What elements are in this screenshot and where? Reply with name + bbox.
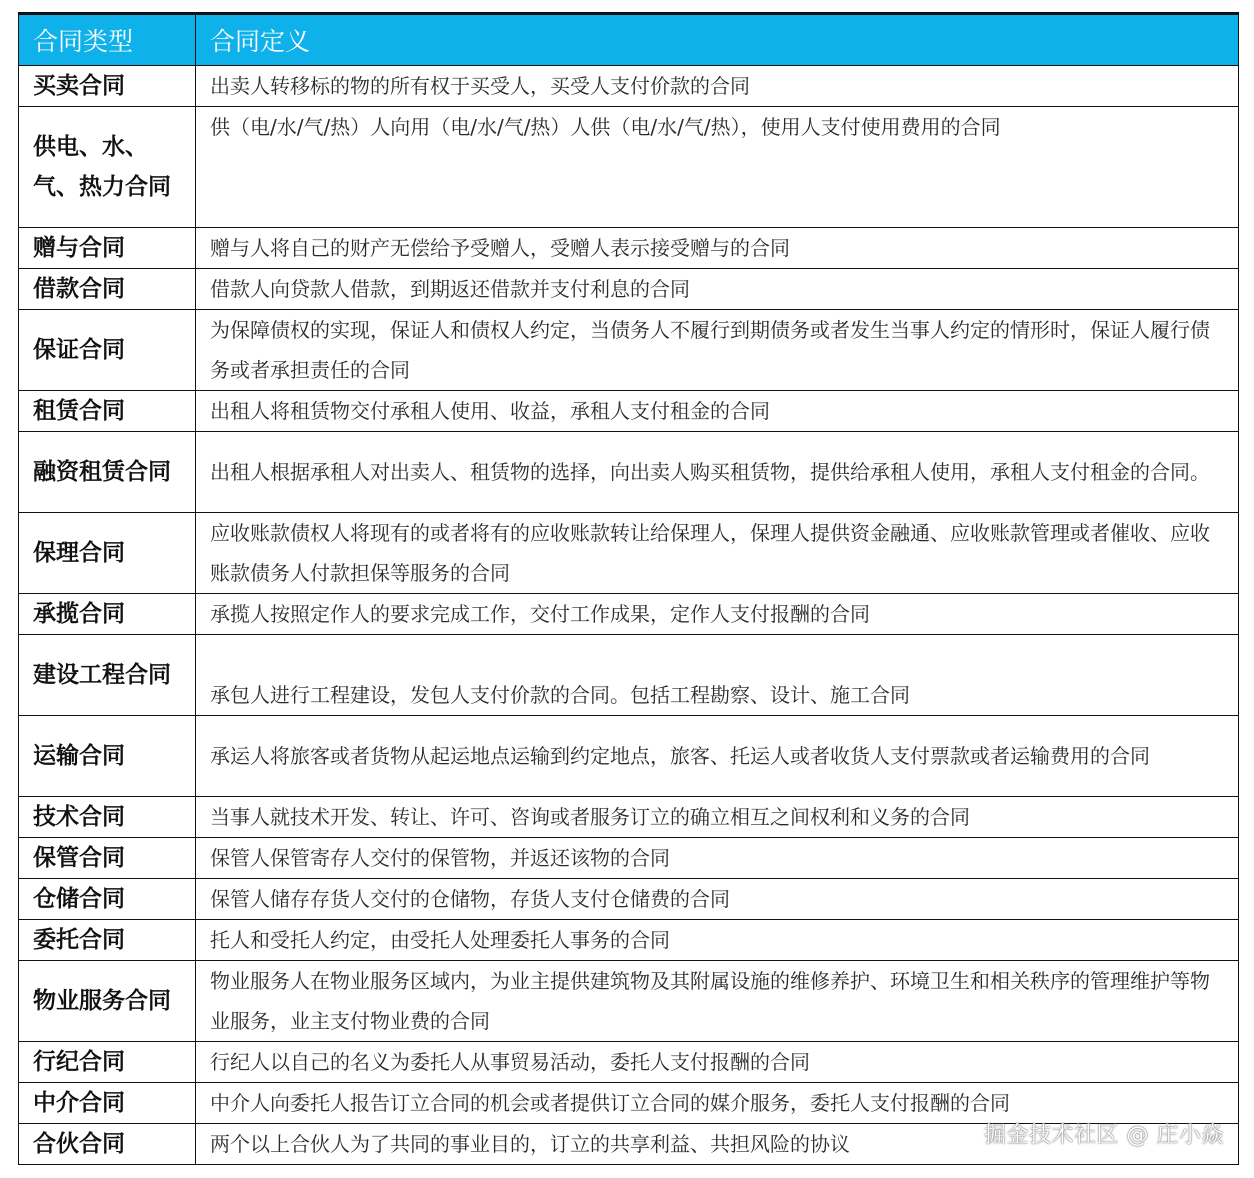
table-row bbox=[19, 961, 1239, 1042]
contract-definition-cell: 承运人将旅客或者货物从起运地点运输到约定地点，旅客、托运人或者收货人支付票款或者运输费用的合同 bbox=[196, 716, 1239, 797]
table-header-row bbox=[19, 14, 1239, 66]
table-row bbox=[19, 797, 1239, 838]
contract-definition-cell: 物业服务人在物业服务区域内，为业主提供建筑物及其附属设施的维修养护、环境卫生和相关秩序的管理维护等物业服务，业主支付物业费的合同 bbox=[196, 961, 1239, 1042]
contract-definition-cell: 行纪人以自己的名义为委托人从事贸易活动，委托人支付报酬的合同 bbox=[196, 1042, 1239, 1083]
contract-type-cell: 赠与合同 bbox=[19, 228, 196, 269]
table-row bbox=[19, 269, 1239, 310]
table-row bbox=[19, 879, 1239, 920]
contract-type-cell: 供电、水、气、热力合同 bbox=[19, 107, 196, 228]
contract-definition-cell: 赠与人将自己的财产无偿给予受赠人，受赠人表示接受赠与的合同 bbox=[196, 228, 1239, 269]
contract-definition-cell: 两个以上合伙人为了共同的事业目的，订立的共享利益、共担风险的协议 bbox=[196, 1124, 1239, 1165]
contract-definition-cell: 保管人保管寄存人交付的保管物，并返还该物的合同 bbox=[196, 838, 1239, 879]
table-row bbox=[19, 838, 1239, 879]
table-row bbox=[19, 1042, 1239, 1083]
table-row bbox=[19, 228, 1239, 269]
contract-type-cell: 租赁合同 bbox=[19, 391, 196, 432]
contract-type-cell: 保管合同 bbox=[19, 838, 196, 879]
contract-type-cell: 仓储合同 bbox=[19, 879, 196, 920]
watermark: 掘金技术社区 @ 庄小焱 bbox=[984, 1123, 1224, 1148]
contract-type-cell: 保理合同 bbox=[19, 513, 196, 594]
contract-type-cell: 合伙合同 bbox=[19, 1124, 196, 1165]
contract-type-cell: 行纪合同 bbox=[19, 1042, 196, 1083]
table-row bbox=[19, 310, 1239, 391]
header-contract-type: 合同类型 bbox=[19, 14, 196, 66]
contract-type-cell: 融资租赁合同 bbox=[19, 432, 196, 513]
table-row bbox=[19, 920, 1239, 961]
header-contract-definition: 合同定义 bbox=[196, 14, 1239, 66]
table-row bbox=[19, 432, 1239, 513]
contract-definition-cell: 当事人就技术开发、转让、许可、咨询或者服务订立的确立相互之间权利和义务的合同 bbox=[196, 797, 1239, 838]
contract-types-table bbox=[18, 12, 1239, 1165]
contract-type-cell: 运输合同 bbox=[19, 716, 196, 797]
contract-definition-cell: 借款人向贷款人借款，到期返还借款并支付利息的合同 bbox=[196, 269, 1239, 310]
contract-type-cell: 借款合同 bbox=[19, 269, 196, 310]
table-row bbox=[19, 635, 1239, 716]
contract-table-container bbox=[18, 12, 1238, 1165]
contract-definition-cell: 出卖人转移标的物的所有权于买受人，买受人支付价款的合同 bbox=[196, 66, 1239, 107]
contract-type-cell: 中介合同 bbox=[19, 1083, 196, 1124]
contract-definition-cell: 出租人根据承租人对出卖人、租赁物的选择，向出卖人购买租赁物，提供给承租人使用，承租人支付租金的合同。 bbox=[196, 432, 1239, 513]
contract-type-cell: 委托合同 bbox=[19, 920, 196, 961]
contract-type-cell: 承揽合同 bbox=[19, 594, 196, 635]
contract-definition-cell: 中介人向委托人报告订立合同的机会或者提供订立合同的媒介服务，委托人支付报酬的合同 bbox=[196, 1083, 1239, 1124]
contract-definition-cell: 应收账款债权人将现有的或者将有的应收账款转让给保理人，保理人提供资金融通、应收账款管理或者催收、应收账款债务人付款担保等服务的合同 bbox=[196, 513, 1239, 594]
table-row bbox=[19, 66, 1239, 107]
contract-type-cell: 技术合同 bbox=[19, 797, 196, 838]
contract-definition-cell: 承揽人按照定作人的要求完成工作，交付工作成果，定作人支付报酬的合同 bbox=[196, 594, 1239, 635]
contract-definition-cell: 出租人将租赁物交付承租人使用、收益，承租人支付租金的合同 bbox=[196, 391, 1239, 432]
table-row bbox=[19, 513, 1239, 594]
contract-type-cell: 买卖合同 bbox=[19, 66, 196, 107]
contract-definition-cell: 保管人储存存货人交付的仓储物，存货人支付仓储费的合同 bbox=[196, 879, 1239, 920]
table-row bbox=[19, 594, 1239, 635]
contract-definition-cell: 为保障债权的实现，保证人和债权人约定，当债务人不履行到期债务或者发生当事人约定的情形时，保证人履行债务或者承担责任的合同 bbox=[196, 310, 1239, 391]
contract-definition-cell: 承包人进行工程建设，发包人支付价款的合同。包括工程勘察、设计、施工合同 bbox=[196, 635, 1239, 716]
table-row bbox=[19, 391, 1239, 432]
contract-type-cell: 保证合同 bbox=[19, 310, 196, 391]
table-row bbox=[19, 107, 1239, 228]
contract-definition-cell: 供（电/水/气/热）人向用（电/水/气/热）人供（电/水/气/热），使用人支付使用费用的合同 bbox=[196, 107, 1239, 228]
contract-type-cell: 物业服务合同 bbox=[19, 961, 196, 1042]
table-row bbox=[19, 716, 1239, 797]
contract-definition-cell: 托人和受托人约定，由受托人处理委托人事务的合同 bbox=[196, 920, 1239, 961]
contract-type-cell: 建设工程合同 bbox=[19, 635, 196, 716]
